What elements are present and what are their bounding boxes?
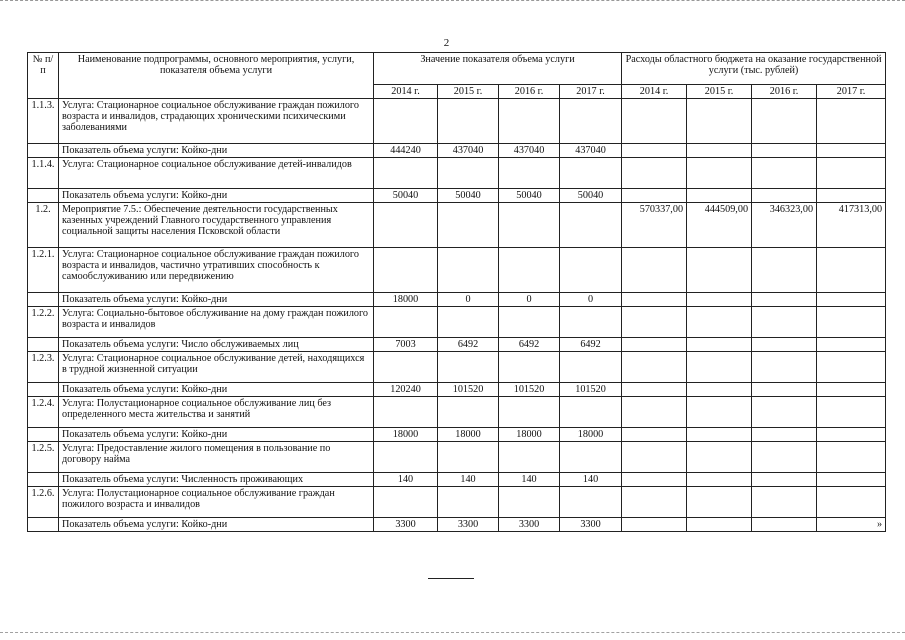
table-row [28, 203, 886, 248]
expense-cell [687, 518, 752, 532]
expense-cell [622, 518, 687, 532]
expense-cell [622, 352, 687, 383]
value-cell: 0 [499, 293, 560, 307]
expense-cell: 570337,00 [622, 203, 687, 248]
value-cell: 101520 [499, 383, 560, 397]
expense-cell [622, 338, 687, 352]
indicator-name: Показатель объема услуги: Койко-дни [59, 144, 374, 158]
value-cell: 101520 [560, 383, 622, 397]
expense-cell [687, 248, 752, 293]
expense-cell [622, 473, 687, 487]
expense-cell [687, 144, 752, 158]
expense-cell [752, 293, 817, 307]
row-number: 1.2. [28, 203, 59, 248]
value-cell [499, 307, 560, 338]
value-cell [374, 158, 438, 189]
value-cell [560, 397, 622, 428]
table-row [28, 487, 886, 518]
value-cell: 50040 [499, 189, 560, 203]
value-cell [499, 487, 560, 518]
value-cell: 50040 [560, 189, 622, 203]
value-cell [438, 442, 499, 473]
value-cell: 437040 [560, 144, 622, 158]
value-cell [560, 203, 622, 248]
service-name: Услуга: Стационарное социальное обслуживание граждан пожилого возраста и инвалидов, частично утративших способность к самообслуживанию или передвижению [59, 248, 374, 293]
header-year: 2014 г. [622, 85, 687, 99]
value-cell: 140 [499, 473, 560, 487]
scan-edge-top [0, 0, 905, 4]
expense-cell [687, 189, 752, 203]
value-cell [438, 307, 499, 338]
page-number: 2 [443, 37, 450, 49]
header-num: № п/п [28, 53, 59, 99]
expense-cell [687, 99, 752, 144]
scan-edge-bottom [0, 632, 905, 635]
value-cell [374, 248, 438, 293]
value-cell: 140 [374, 473, 438, 487]
service-name: Услуга: Стационарное социальное обслуживание детей-инвалидов [59, 158, 374, 189]
expense-cell [687, 338, 752, 352]
value-cell [560, 307, 622, 338]
service-name: Мероприятие 7.5.: Обеспечение деятельности государственных казенных учреждений Главного государственного управления социальной защиты населения Псковской области [59, 203, 374, 248]
expense-cell [817, 397, 886, 428]
value-cell [374, 203, 438, 248]
service-name: Услуга: Предоставление жилого помещения в пользование по договору найма [59, 442, 374, 473]
value-cell: 6492 [560, 338, 622, 352]
value-cell [499, 442, 560, 473]
value-cell: 437040 [499, 144, 560, 158]
expense-cell [622, 442, 687, 473]
expense-cell [687, 397, 752, 428]
value-cell: 50040 [374, 189, 438, 203]
value-cell [374, 487, 438, 518]
value-cell [438, 99, 499, 144]
expense-cell [817, 307, 886, 338]
expense-cell [817, 383, 886, 397]
value-cell: 0 [438, 293, 499, 307]
expense-cell [817, 487, 886, 518]
value-cell [374, 397, 438, 428]
expense-cell [687, 293, 752, 307]
service-name: Услуга: Социально-бытовое обслуживание на дому граждан пожилого возраста и инвалидов [59, 307, 374, 338]
header-year: 2014 г. [374, 85, 438, 99]
value-cell [560, 158, 622, 189]
indicator-name: Показатель объема услуги: Койко-дни [59, 518, 374, 532]
value-cell: 18000 [374, 428, 438, 442]
value-cell [499, 248, 560, 293]
row-number: 1.1.3. [28, 99, 59, 144]
expense-cell [622, 307, 687, 338]
expense-cell [622, 397, 687, 428]
indicator-row [28, 518, 886, 532]
row-number [28, 189, 59, 203]
expense-cell [752, 442, 817, 473]
services-table [27, 52, 886, 532]
value-cell [499, 397, 560, 428]
row-number: 1.2.2. [28, 307, 59, 338]
value-cell [499, 158, 560, 189]
value-cell [438, 487, 499, 518]
row-number: 1.2.5. [28, 442, 59, 473]
expense-cell [752, 352, 817, 383]
row-number: 1.2.6. [28, 487, 59, 518]
value-cell: 140 [438, 473, 499, 487]
expense-cell [752, 518, 817, 532]
expense-cell [817, 99, 886, 144]
header-expenses-group: Расходы областного бюджета на оказание государственной услуги (тыс. рублей) [622, 53, 886, 85]
indicator-name: Показатель объема услуги: Численность проживающих [59, 473, 374, 487]
header-year: 2017 г. [560, 85, 622, 99]
expense-cell [687, 442, 752, 473]
value-cell: 437040 [438, 144, 499, 158]
expense-cell: 444509,00 [687, 203, 752, 248]
indicator-name: Показатель объема услуги: Койко-дни [59, 383, 374, 397]
indicator-row [28, 293, 886, 307]
expense-cell [687, 487, 752, 518]
expense-cell [687, 352, 752, 383]
header-values-group: Значение показателя объема услуги [374, 53, 622, 85]
row-number [28, 383, 59, 397]
indicator-row [28, 144, 886, 158]
expense-cell [622, 383, 687, 397]
value-cell: 120240 [374, 383, 438, 397]
value-cell: 3300 [560, 518, 622, 532]
row-number [28, 518, 59, 532]
table-row [28, 248, 886, 293]
expense-cell [622, 487, 687, 518]
indicator-row [28, 428, 886, 442]
footer-rule [428, 578, 474, 579]
value-cell [560, 487, 622, 518]
row-number [28, 428, 59, 442]
table-header [28, 53, 886, 99]
expense-cell [817, 293, 886, 307]
value-cell: 50040 [438, 189, 499, 203]
expense-cell [687, 307, 752, 338]
header-year: 2016 г. [499, 85, 560, 99]
expense-cell [817, 248, 886, 293]
header-year: 2017 г. [817, 85, 886, 99]
value-cell: 140 [560, 473, 622, 487]
header-year: 2015 г. [687, 85, 752, 99]
expense-cell [752, 338, 817, 352]
row-number: 1.2.3. [28, 352, 59, 383]
header-name: Наименование подпрограммы, основного мероприятия, услуги, показателя объема услуги [59, 53, 374, 99]
value-cell [499, 99, 560, 144]
expense-cell [752, 487, 817, 518]
value-cell: 3300 [438, 518, 499, 532]
indicator-row [28, 338, 886, 352]
value-cell [438, 203, 499, 248]
expense-cell [752, 144, 817, 158]
row-number [28, 473, 59, 487]
header-year: 2015 г. [438, 85, 499, 99]
service-name: Услуга: Полустационарное социальное обслуживание граждан пожилого возраста и инвалидов [59, 487, 374, 518]
value-cell [438, 248, 499, 293]
row-number: 1.2.1. [28, 248, 59, 293]
table-row [28, 442, 886, 473]
value-cell [374, 99, 438, 144]
indicator-row [28, 189, 886, 203]
value-cell [499, 352, 560, 383]
value-cell [438, 397, 499, 428]
value-cell: 3300 [374, 518, 438, 532]
expense-cell [622, 189, 687, 203]
value-cell: 101520 [438, 383, 499, 397]
expense-cell [622, 158, 687, 189]
value-cell: 6492 [499, 338, 560, 352]
value-cell: 18000 [374, 293, 438, 307]
expense-cell [687, 428, 752, 442]
expense-cell: 417313,00 [817, 203, 886, 248]
value-cell [560, 99, 622, 144]
value-cell [374, 442, 438, 473]
indicator-name: Показатель объема услуги: Койко-дни [59, 428, 374, 442]
expense-cell [622, 144, 687, 158]
value-cell: 3300 [499, 518, 560, 532]
expense-cell [752, 189, 817, 203]
indicator-name: Показатель объема услуги: Число обслуживаемых лиц [59, 338, 374, 352]
expense-cell [752, 248, 817, 293]
value-cell [560, 442, 622, 473]
value-cell: 444240 [374, 144, 438, 158]
expense-cell: » [817, 518, 886, 532]
expense-cell [752, 99, 817, 144]
header-year: 2016 г. [752, 85, 817, 99]
expense-cell [817, 338, 886, 352]
service-name: Услуга: Полустационарное социальное обслуживание лиц без определенного места жительства и занятий [59, 397, 374, 428]
table-row [28, 397, 886, 428]
expense-cell [817, 158, 886, 189]
row-number: 1.1.4. [28, 158, 59, 189]
expense-cell [817, 428, 886, 442]
table-row [28, 99, 886, 144]
expense-cell [687, 158, 752, 189]
expense-cell [752, 383, 817, 397]
indicator-row [28, 473, 886, 487]
expense-cell: 346323,00 [752, 203, 817, 248]
expense-cell [687, 473, 752, 487]
row-number: 1.2.4. [28, 397, 59, 428]
value-cell [438, 352, 499, 383]
expense-cell [817, 189, 886, 203]
value-cell: 18000 [499, 428, 560, 442]
row-number [28, 338, 59, 352]
value-cell [560, 248, 622, 293]
expense-cell [817, 442, 886, 473]
row-number [28, 293, 59, 307]
expense-cell [622, 293, 687, 307]
expense-cell [817, 352, 886, 383]
indicator-row [28, 383, 886, 397]
expense-cell [817, 144, 886, 158]
value-cell: 0 [560, 293, 622, 307]
indicator-name: Показатель объема услуги: Койко-дни [59, 189, 374, 203]
expense-cell [752, 397, 817, 428]
expense-cell [752, 158, 817, 189]
expense-cell [752, 473, 817, 487]
value-cell: 7003 [374, 338, 438, 352]
expense-cell [752, 307, 817, 338]
value-cell: 18000 [560, 428, 622, 442]
value-cell: 6492 [438, 338, 499, 352]
value-cell [499, 203, 560, 248]
table-row [28, 158, 886, 189]
expense-cell [687, 383, 752, 397]
value-cell [438, 158, 499, 189]
indicator-name: Показатель объема услуги: Койко-дни [59, 293, 374, 307]
service-name: Услуга: Стационарное социальное обслуживание детей, находящихся в трудной жизненной ситуации [59, 352, 374, 383]
expense-cell [752, 428, 817, 442]
expense-cell [817, 473, 886, 487]
expense-cell [622, 428, 687, 442]
value-cell [374, 352, 438, 383]
table-row [28, 352, 886, 383]
row-number [28, 144, 59, 158]
expense-cell [622, 248, 687, 293]
expense-cell [622, 99, 687, 144]
value-cell [560, 352, 622, 383]
value-cell: 18000 [438, 428, 499, 442]
value-cell [374, 307, 438, 338]
table-row [28, 307, 886, 338]
service-name: Услуга: Стационарное социальное обслуживание граждан пожилого возраста и инвалидов, страдающих хроническими психическими заболеваниями [59, 99, 374, 144]
table-body [28, 99, 886, 532]
